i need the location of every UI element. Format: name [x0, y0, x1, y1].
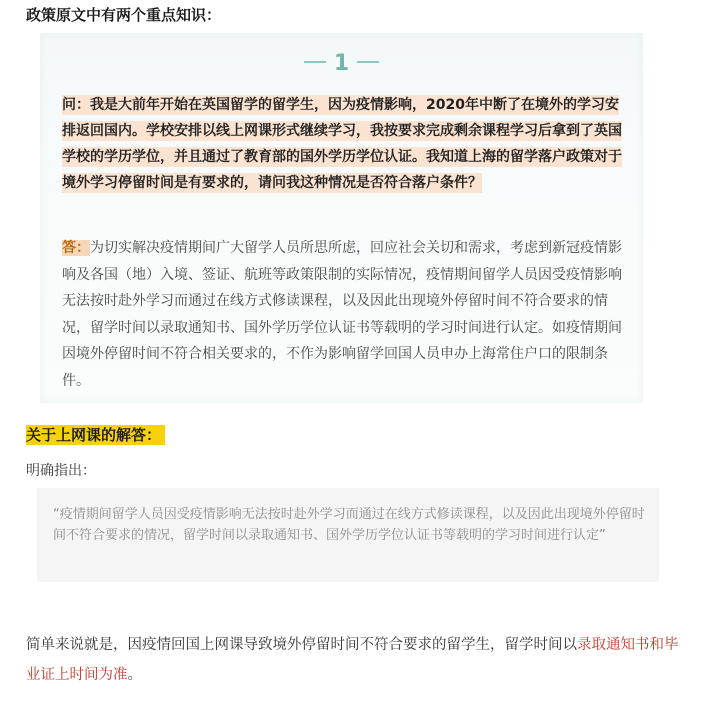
answer-label: 答： [62, 240, 90, 256]
summary-prefix: 简单来说就是，因疫情回国上网课导致境外停留时间不符合要求的留学生，留学时间以 [26, 637, 577, 653]
left-dash-decoration [304, 61, 326, 63]
clear-note: 明确指出： [26, 463, 96, 479]
question-highlight: 问：我是大前年开始在英国留学的留学生，因为疫情影响，2020年中断了在境外的学习安排返回国内。学校安排以线上网课形式继续学习，我按要求完成剩余课程学习后拿到了英国学校的学历学位，并且通过了教育部的国外学历学位认证。我知道上海的留学落户政策对于境外学习停留时间是有要求的，请问我这种情况是否符合落户条件？ [62, 97, 622, 191]
card-number: 1 [333, 51, 350, 76]
answer-text [62, 235, 622, 394]
section-heading: 政策原文中有两个重点知识： [26, 6, 222, 24]
policy-quote-text: “疫情期间留学人员因受疫情影响无法按时赴外学习而通过在线方式修读课程，以及因此出现境外停留时间不符合要求的情况，留学时间以录取通知书、国外学历学位认证书等载明的学习时间进行认定” [53, 507, 645, 543]
summary-paragraph [26, 630, 688, 690]
summary-suffix: 。 [127, 667, 142, 683]
question-text [62, 92, 622, 196]
online-class-heading: 关于上网课的解答： [26, 425, 165, 445]
answer-body: 为切实解决疫情期间广大留学人员所思所虑，回应社会关切和需求，考虑到新冠疫情影响及各国（地）入境、签证、航班等政策限制的实际情况，疫情期间留学人员因受疫情影响无法按时赴外学习而通过在线方式修读课程，以及因此出现境外停留时间不符合要求的情况，留学时间以录取通知书、国外学历学位认证书等载明的学习时间进行认定。如疫情期间因境外停留时间不符合相关要求的，不作为影响留学回国人员申办上海常住户口的限制条件。 [62, 240, 622, 389]
right-dash-decoration [357, 61, 379, 63]
card-number-row [40, 51, 643, 76]
summary-highlight: 录取通知书和毕业证上时间为准 [26, 637, 679, 683]
policy-quote-block [37, 488, 659, 582]
